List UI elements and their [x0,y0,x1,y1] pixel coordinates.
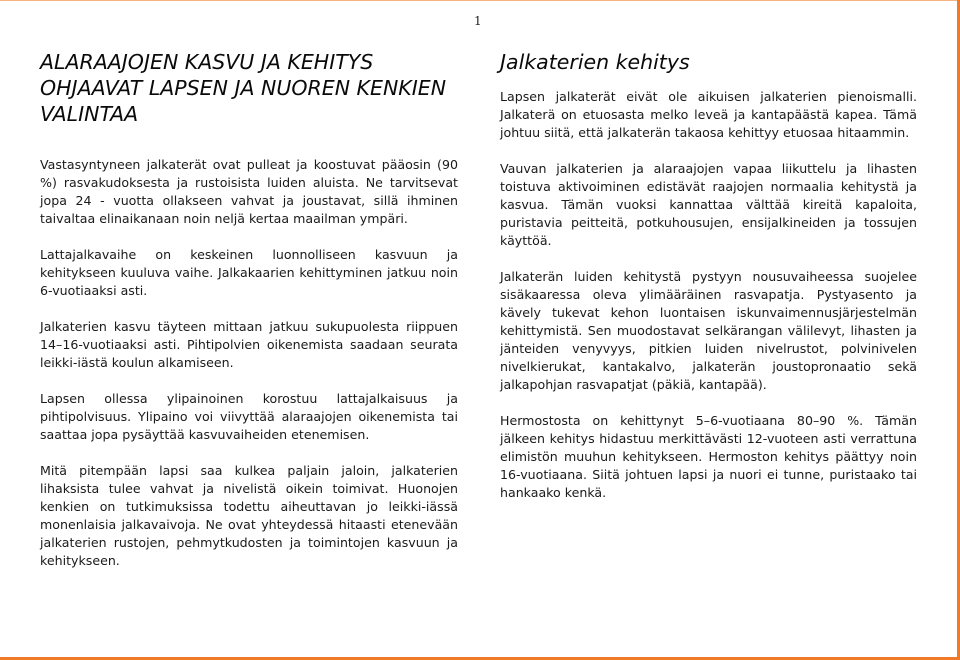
left-column [40,44,458,570]
title-line: OHJAAVAT LAPSEN JA NUOREN KENKIEN [40,76,447,100]
paragraph: Vastasyntyneen jalkaterät ovat pulleat ja koostuvat pääosin (90 %) rasvakudoksesta ja rustoisista luiden aluista. Ne tarvitsevat jopa 24 - vuotta ollakseen vahvat ja joustavat, sillä ihminen taivaltaa elinaikanaan noin neljä kertaa maailman ympäri. [40,157,458,226]
title-line: ALARAAJOJEN KASVU JA KEHITYS [40,50,374,74]
paragraph: Jalkaterien kasvu täyteen mittaan jatkuu sukupuolesta riippuen 14–16-vuotiaaksi asti. Pihtipolvien oikenemista saadaan seurata leikki-iästä koulun alkamiseen. [40,319,458,370]
paragraph: Hermostosta on kehittynyt 5–6-vuotiaana 80–90 %. Tämän jälkeen kehitys hidastuu merkittävästi 12-vuoteen asti verrattuna elimistön muuhun kehitykseen. Hermoston kehitys päättyy noin 16-vuotiaana. Siitä johtuen lapsi ja nuori ei tunne, puristaako tai hankaako kenkä. [500,413,917,500]
paragraph: Lattajalkavaihe on keskeinen luonnolliseen kasvuun ja kehitykseen kuuluva vaihe. Jalkakaarien kehittyminen jatkuu noin 6-vuotiaaksi asti. [40,247,458,298]
paragraph: Lapsen jalkaterät eivät ole aikuisen jalkaterien pienoismalli. Jalkaterä on etuosasta melko leveä ja kantapäästä kapea. Tämä johtuu siitä, että jalkaterän takaosa kehittyy etuosaa hitaammin. [500,89,917,140]
paragraph: Lapsen ollessa ylipainoinen korostuu lattajalkaisuus ja pihtipolvisuus. Ylipaino voi viivyttää alaraajojen oikenemista tai saattaa jopa pysäyttää kasvuvaiheiden etenemisen. [40,391,458,442]
right-column-title: Jalkaterien kehitys [500,50,690,74]
title-line: VALINTAA [40,102,139,126]
right-column [500,44,917,502]
paragraph: Vauvan jalkaterien ja alaraajojen vapaa liikuttelu ja lihasten toistuva aktivoiminen edistävät raajojen normaalia kehitystä ja kasvua. Tämän vuoksi kannattaa välttää kireitä kapaloita, puristavia peitteitä, potkuhousujen, ensijalkineiden ja tossujen käyttöä. [500,161,917,248]
left-column-title [40,49,458,127]
page-number: 1 [474,14,482,28]
paragraph: Jalkaterän luiden kehitystä pystyyn nousuvaiheessa suojelee sisäkaaressa oleva ylimääräinen rasvapatja. Pystyasento ja kävely tukevat kehon luontaisen iskunvaimennusjärjestelmän kehittymistä. Sen muodostavat selkärangan välilevyt, lihasten ja jänteiden venyvyys, pitkien luiden nivelrustot, polvinivelen nivelkierukat, kantakalvo, jalkaterän joustopronaatio sekä jalkapohjan rasvapatjat (päkiä, kantapää). [500,269,917,392]
paragraph: Mitä pitempään lapsi saa kulkea paljain jaloin, jalkaterien lihaksista tulee vahvat ja nivelistä oikein toimivat. Huonojen kenkien on tutkimuksissa todettu aiheuttavan jo leikki-iässä monenlaisia jalkavaivoja. Ne ovat yhteydessä hitaasti etenevään jalkaterien rustojen, pehmytkudosten ja toimintojen kasvuun ja kehitykseen. [40,463,458,568]
